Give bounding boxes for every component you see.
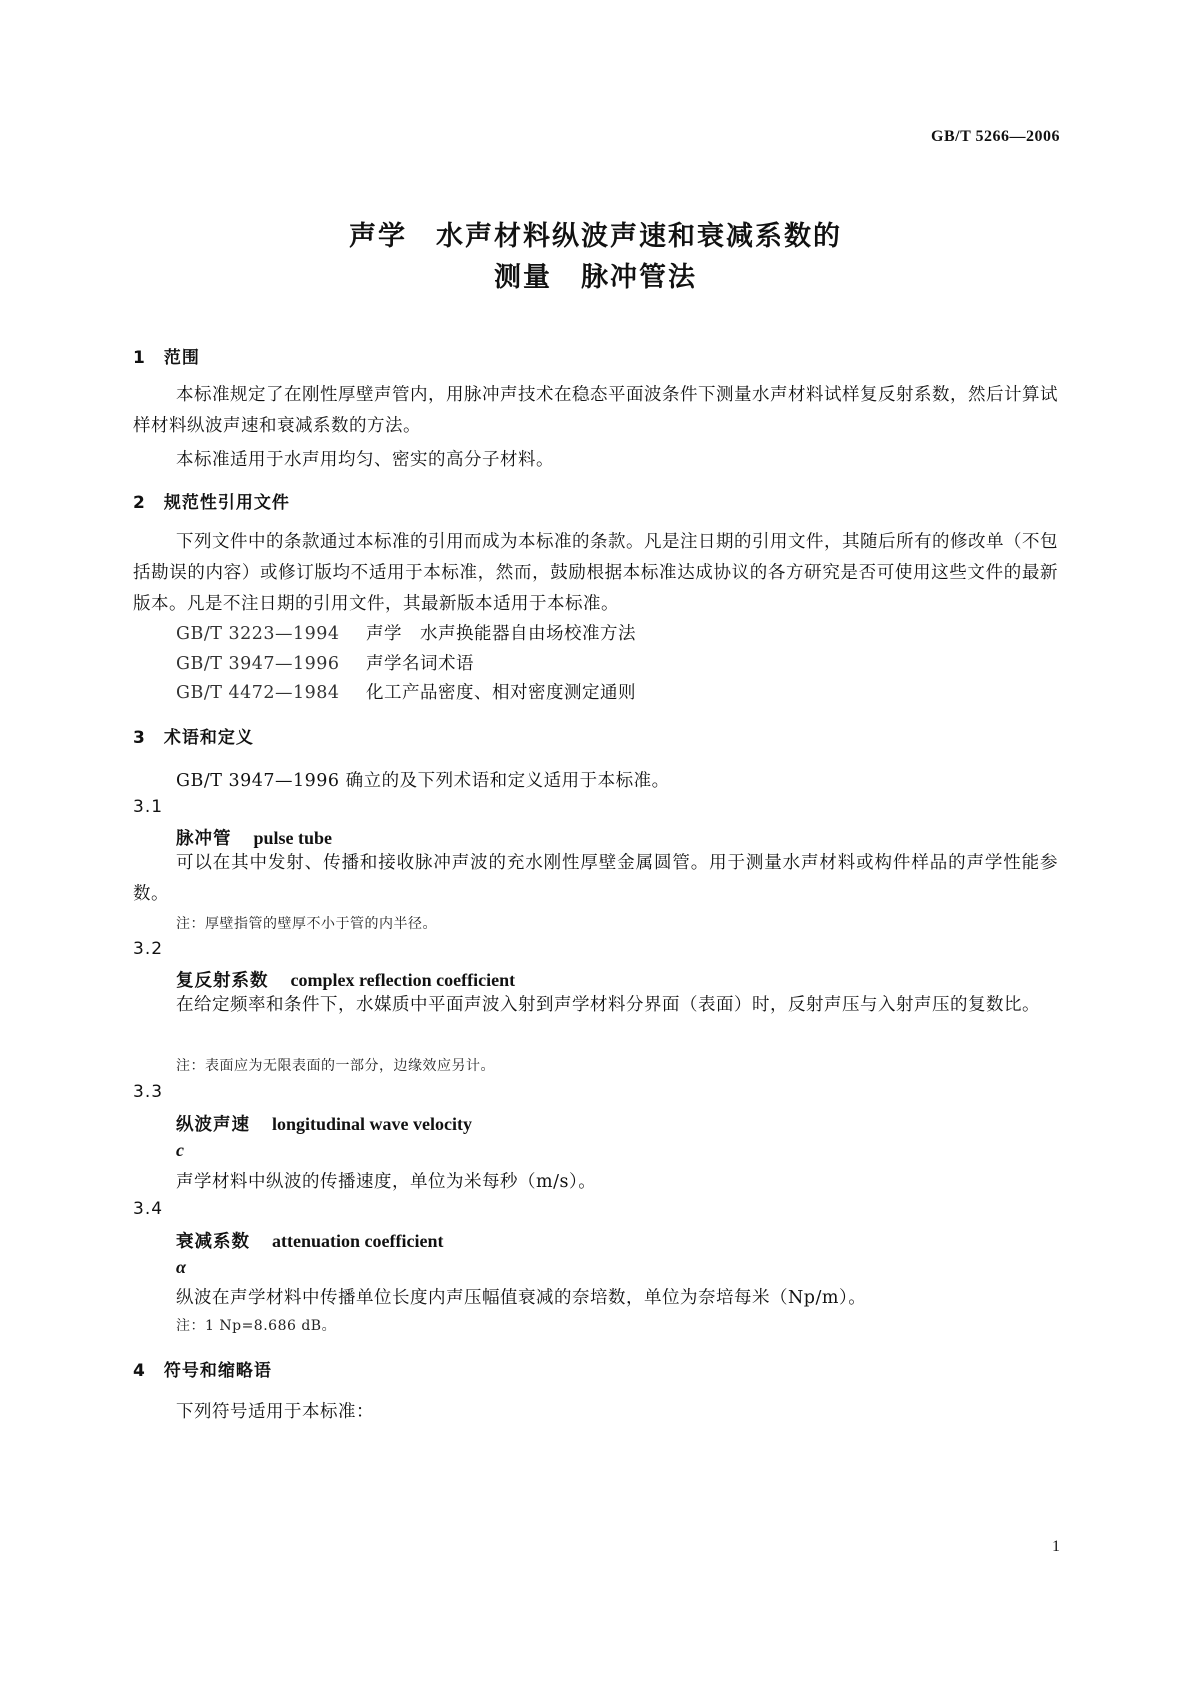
document-code: GB/T 5266—2006 (931, 128, 1060, 145)
term-number: 3.3 (133, 1082, 164, 1102)
reference-title: 声学名词术语 (366, 654, 474, 674)
term-number: 3.2 (133, 939, 164, 959)
term-definition: 声学材料中纵波的传播速度，单位为米每秒（m/s）。 (176, 1172, 597, 1192)
term-chinese: 脉冲管 (176, 829, 232, 849)
title-line-2: 测量 脉冲管法 (494, 262, 697, 293)
term-english: pulse tube (253, 828, 333, 848)
term-english: complex reflection coefficient (290, 970, 516, 990)
reference-item (176, 620, 636, 645)
reference-item (176, 679, 636, 704)
term-english: longitudinal wave velocity (272, 1114, 473, 1134)
section-3-heading: 3 术语和定义 (133, 728, 254, 748)
reference-title: 声学 水声换能器自由场校准方法 (366, 624, 636, 644)
section-1-heading: 1 范围 (133, 348, 200, 368)
term-heading (176, 1228, 443, 1253)
title-line-1: 声学 水声材料纵波声速和衰减系数的 (349, 221, 842, 252)
term-chinese: 衰减系数 (176, 1232, 250, 1252)
term-note: 注：表面应为无限表面的一部分，边缘效应另计。 (176, 1058, 495, 1074)
term-chinese: 纵波声速 (176, 1115, 250, 1135)
section-4-intro: 下列符号适用于本标准： (176, 1402, 374, 1422)
section-2-paragraph: 下列文件中的条款通过本标准的引用而成为本标准的条款。凡是注日期的引用文件，其随后所有的修改单（不包括勘误的内容）或修订版均不适用于本标准，然而，鼓励根据本标准达成协议的各方研究是否可使用这些文件的最新版本。凡是不注日期的引用文件，其最新版本适用于本标准。 (133, 532, 1058, 614)
term-chinese: 复反射系数 (176, 971, 269, 991)
section-3-intro: GB/T 3947—1996 确立的及下列术语和定义适用于本标准。 (176, 771, 670, 791)
term-number: 3.4 (133, 1199, 164, 1219)
reference-code: GB/T 3947—1996 (176, 654, 340, 674)
term-english: attenuation coefficient (272, 1231, 444, 1251)
term-definition: 纵波在声学材料中传播单位长度内声压幅值衰减的奈培数，单位为奈培每米（Np/m）。 (176, 1288, 867, 1308)
term-note: 注：1 Np=8.686 dB。 (176, 1318, 337, 1334)
page-number: 1 (1052, 1538, 1060, 1555)
section-1-paragraph-2: 本标准适用于水声用均匀、密实的高分子材料。 (176, 450, 554, 470)
reference-item (176, 650, 474, 675)
reference-code: GB/T 4472—1984 (176, 683, 340, 703)
reference-code: GB/T 3223—1994 (176, 624, 340, 644)
term-symbol: α (176, 1257, 186, 1277)
term-number: 3.1 (133, 797, 164, 817)
term-definition: 在给定频率和条件下，水媒质中平面声波入射到声学材料分界面（表面）时，反射声压与入射声压的复数比。 (176, 995, 1040, 1015)
term-definition: 可以在其中发射、传播和接收脉冲声波的充水刚性厚壁金属圆管。用于测量水声材料或构件样品的声学性能参数。 (133, 853, 1058, 904)
section-4-heading: 4 符号和缩略语 (133, 1361, 272, 1381)
section-1-paragraph-1: 本标准规定了在刚性厚壁声管内，用脉冲声技术在稳态平面波条件下测量水声材料试样复反射系数，然后计算试样材料纵波声速和衰减系数的方法。 (133, 385, 1058, 436)
term-heading (176, 825, 332, 850)
reference-title: 化工产品密度、相对密度测定通则 (366, 683, 636, 703)
term-heading (176, 967, 515, 992)
term-note: 注：厚壁指管的壁厚不小于管的内半径。 (176, 916, 437, 932)
section-2-heading: 2 规范性引用文件 (133, 493, 290, 513)
term-heading (176, 1111, 472, 1136)
term-symbol: c (176, 1140, 184, 1160)
